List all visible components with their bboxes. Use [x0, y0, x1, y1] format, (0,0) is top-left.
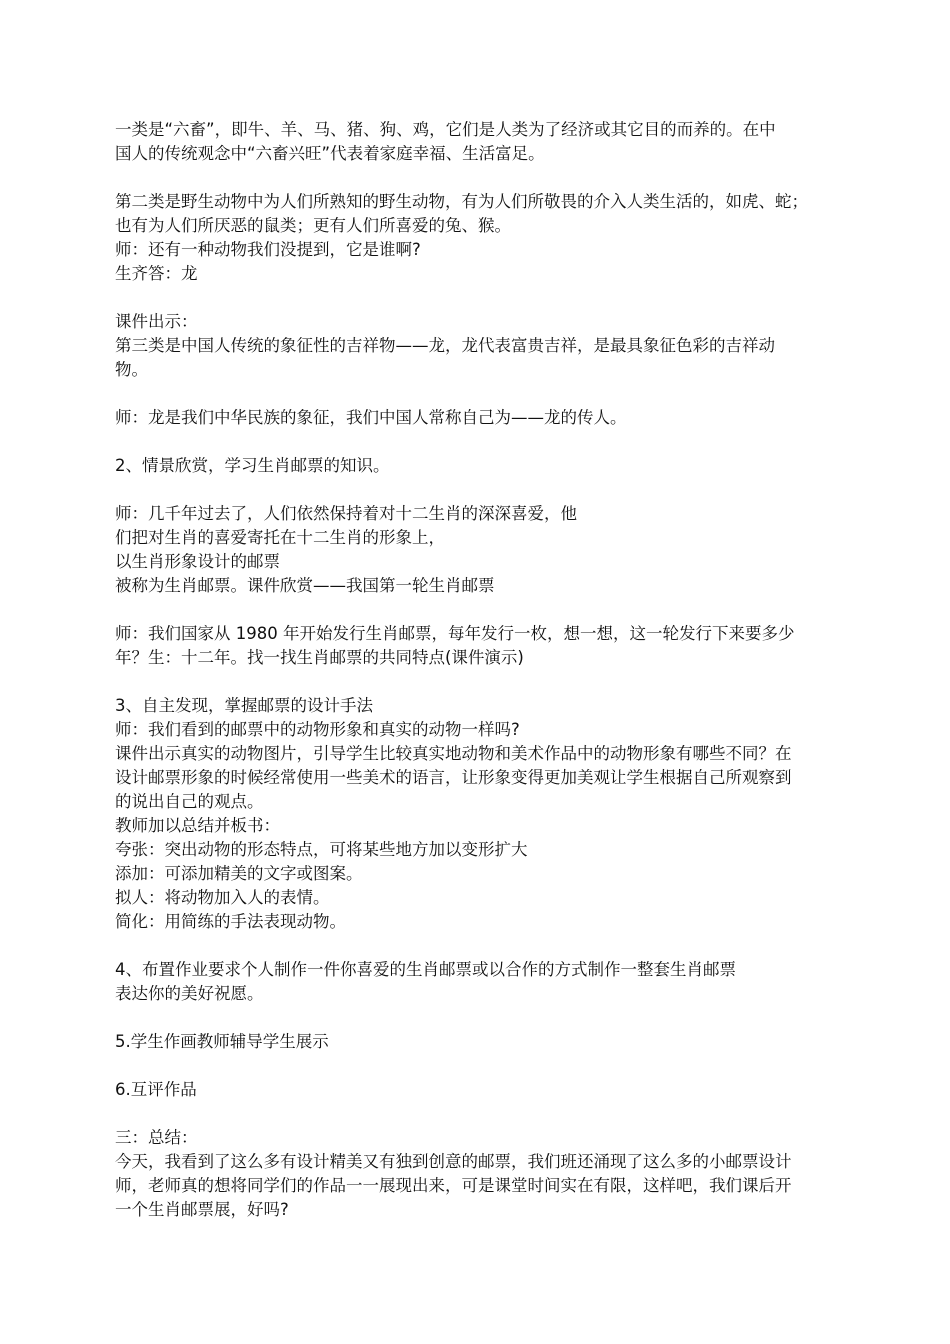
- text-line: 师：几千年过去了，人们依然保持着对十二生肖的深深喜爱，他: [115, 504, 577, 523]
- text-line: 师：我们国家从 1980 年开始发行生肖邮票，每年发行一枚，想一想，这一轮发行下来要多少: [115, 624, 795, 643]
- text-line: 三：总结：: [115, 1128, 198, 1147]
- paragraph: [115, 1078, 845, 1102]
- text-line: 2、情景欣赏，学习生肖邮票的知识。: [115, 456, 390, 475]
- paragraph: [115, 454, 845, 478]
- text-line: 设计邮票形象的时候经常使用一些美术的语言，让形象变得更加美观让学生根据自己所观察到: [115, 768, 792, 787]
- text-line: 物。: [115, 360, 148, 379]
- text-line: 师：龙是我们中华民族的象征，我们中国人常称自己为——龙的传人。: [115, 408, 627, 427]
- text-line: 第二类是野生动物中为人们所熟知的野生动物，有为人们所敬畏的介入人类生活的，如虎、蛇；: [115, 192, 808, 211]
- text-line: 国人的传统观念中“六畜兴旺”代表着家庭幸福、生活富足。: [115, 144, 545, 163]
- document-page: [115, 118, 845, 1222]
- text-line: 夸张：突出动物的形态特点，可将某些地方加以变形扩大: [115, 840, 528, 859]
- text-line: 以生肖形象设计的邮票: [115, 552, 280, 571]
- text-line: 的说出自己的观点。: [115, 792, 264, 811]
- paragraph: [115, 622, 845, 670]
- text-line: 拟人：将动物加入人的表情。: [115, 888, 330, 907]
- paragraph: [115, 406, 845, 430]
- text-line: 课件出示：: [115, 312, 198, 331]
- text-line: 3、自主发现，掌握邮票的设计手法: [115, 696, 373, 715]
- paragraph: [115, 502, 845, 598]
- text-line: 教师加以总结并板书：: [115, 816, 280, 835]
- text-line: 年？生：十二年。找一找生肖邮票的共同特点(课件演示): [115, 648, 524, 667]
- text-line: 6.互评作品: [115, 1080, 197, 1099]
- text-line: 表达你的美好祝愿。: [115, 984, 264, 1003]
- text-line: 师，老师真的想将同学们的作品一一展现出来，可是课堂时间实在有限，这样吧，我们课后开: [115, 1176, 792, 1195]
- paragraph-gap: [115, 166, 845, 190]
- text-line: 生齐答：龙: [115, 264, 198, 283]
- text-line: 师：还有一种动物我们没提到，它是谁啊?: [115, 240, 421, 259]
- paragraph: [115, 958, 845, 1006]
- text-line: 简化：用简练的手法表现动物。: [115, 912, 346, 931]
- paragraph-gap: [115, 1054, 845, 1078]
- paragraph-gap: [115, 670, 845, 694]
- paragraph: [115, 1126, 845, 1222]
- paragraph: [115, 118, 845, 166]
- text-line: 一类是“六畜”，即牛、羊、马、猪、狗、鸡，它们是人类为了经济或其它目的而养的。在中: [115, 120, 776, 139]
- text-line: 今天，我看到了这么多有设计精美又有独到创意的邮票，我们班还涌现了这么多的小邮票设计: [115, 1152, 792, 1171]
- paragraph: [115, 694, 845, 934]
- text-line: 5.学生作画教师辅导学生展示: [115, 1032, 329, 1051]
- text-line: 也有为人们所厌恶的鼠类；更有人们所喜爱的兔、猴。: [115, 216, 511, 235]
- paragraph-gap: [115, 1006, 845, 1030]
- text-line: 被称为生肖邮票。课件欣赏——我国第一轮生肖邮票: [115, 576, 495, 595]
- paragraph-gap: [115, 934, 845, 958]
- text-line: 师：我们看到的邮票中的动物形象和真实的动物一样吗?: [115, 720, 520, 739]
- text-line: 课件出示真实的动物图片，引导学生比较真实地动物和美术作品中的动物形象有哪些不同？在: [115, 744, 792, 763]
- paragraph-gap: [115, 598, 845, 622]
- paragraph-gap: [115, 1102, 845, 1126]
- paragraph-gap: [115, 430, 845, 454]
- text-line: 第三类是中国人传统的象征性的吉祥物——龙，龙代表富贵吉祥，是最具象征色彩的吉祥动: [115, 336, 775, 355]
- text-line: 添加：可添加精美的文字或图案。: [115, 864, 363, 883]
- paragraph: [115, 190, 845, 286]
- paragraph-gap: [115, 286, 845, 310]
- text-line: 们把对生肖的喜爱寄托在十二生肖的形象上，: [115, 528, 445, 547]
- text-line: 一个生肖邮票展，好吗?: [115, 1200, 289, 1219]
- paragraph-gap: [115, 478, 845, 502]
- paragraph-gap: [115, 382, 845, 406]
- text-line: 4、布置作业要求个人制作一件你喜爱的生肖邮票或以合作的方式制作一整套生肖邮票: [115, 960, 736, 979]
- paragraph: [115, 1030, 845, 1054]
- paragraph: [115, 310, 845, 382]
